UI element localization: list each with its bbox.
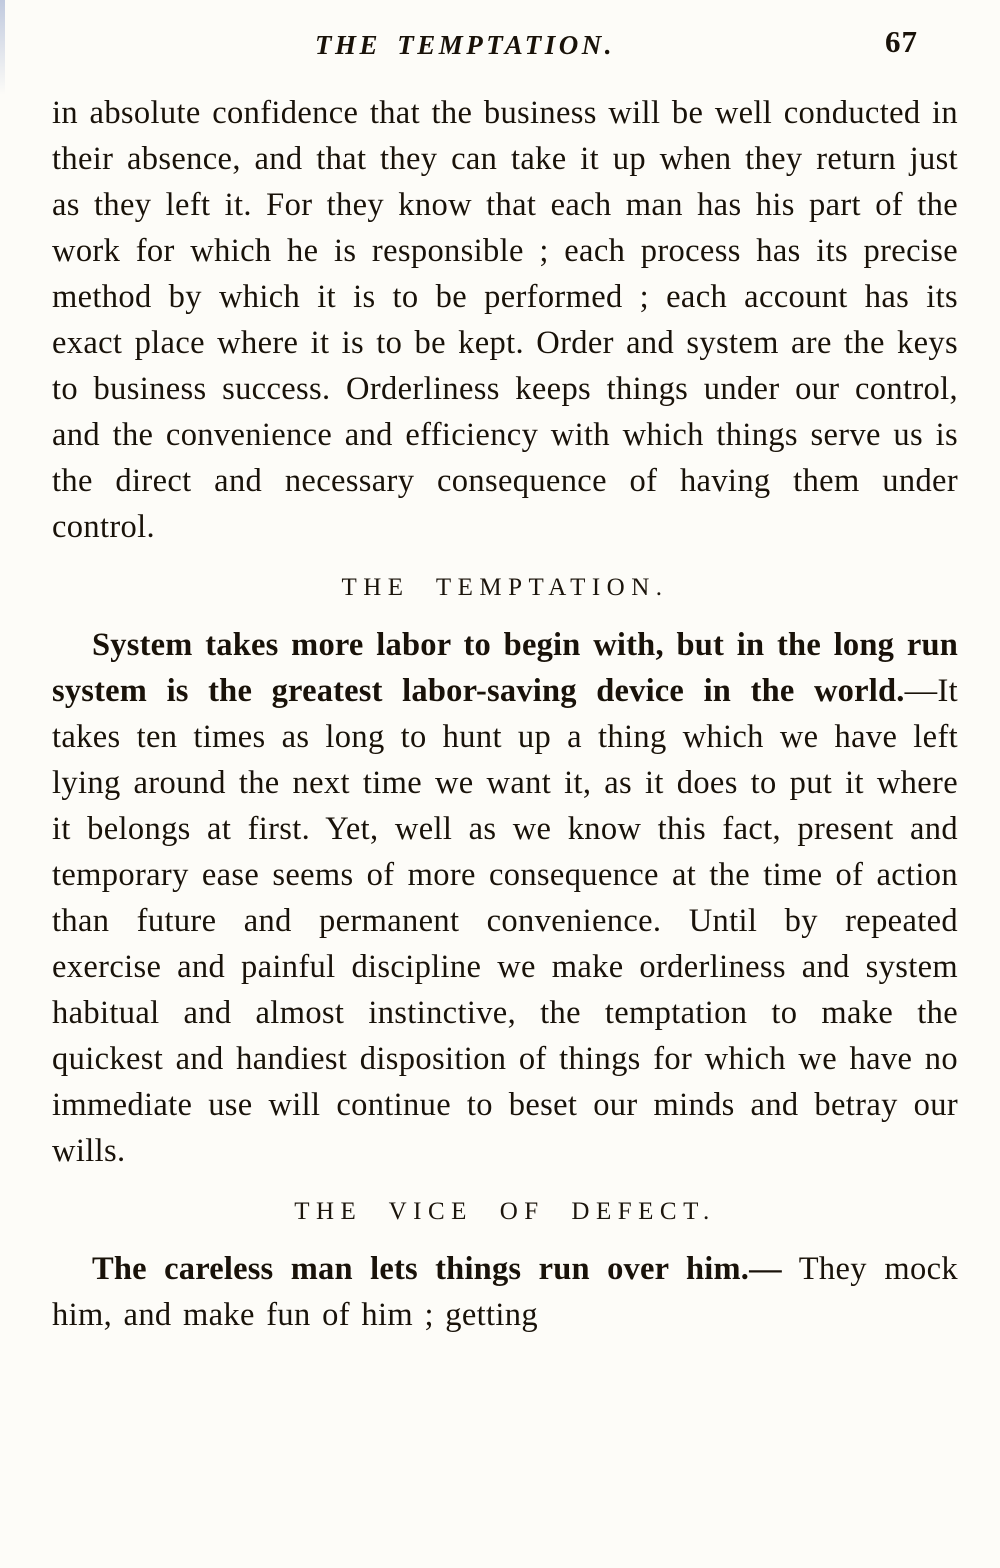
section-heading-the-vice-of-defect: THE VICE OF DEFECT.: [294, 1198, 716, 1225]
paragraph-continuation: in absolute confidence that the business will be well conducted in their absence, and that they can take it up when they return just as they left it. For they know that each man has his part of the work for which he is responsible ; each process has its precise method by which it is to be performed ; each account has its exact place where it is to be kept. Order and system are the keys to business success. Orderliness keeps things under our control, and the convenience and efficiency with which things serve us is the direct and necessary consequence of having them under control.: [52, 95, 958, 545]
section-heading-the-temptation: THE TEMPTATION.: [341, 574, 669, 601]
running-title: THE TEMPTATION.: [314, 30, 616, 60]
paragraph-system-labor: [52, 622, 958, 1174]
scan-edge-artifact: [0, 0, 5, 95]
page-number: 67: [885, 24, 918, 59]
paragraph-careless-man-rest: They mock him, and make fun of him ; getting: [52, 1251, 958, 1333]
page-header: [52, 24, 958, 70]
paragraph-system-labor-lead: System takes more labor to begin with, but in the long run system is the greatest labor-saving device in the world.: [52, 627, 958, 709]
paragraph-system-labor-rest: —It takes ten times as long to hunt up a thing which we have left lying around the next time we want it, as it does to put it where it belongs at first. Yet, well as we know this fact, present and temporary ease seems of more consequence at the time of action than future and permanent convenience. Until by repeated exercise and painful discipline we make orderliness and system habitual and almost instinctive, the temptation to make the quickest and handiest disposition of things for which we have no immediate use will continue to beset our minds and betray our wills.: [52, 673, 958, 1169]
paragraph-careless-man-lead: The careless man lets things run over him.—: [92, 1251, 782, 1287]
paragraph-careless-man: [52, 1246, 958, 1338]
